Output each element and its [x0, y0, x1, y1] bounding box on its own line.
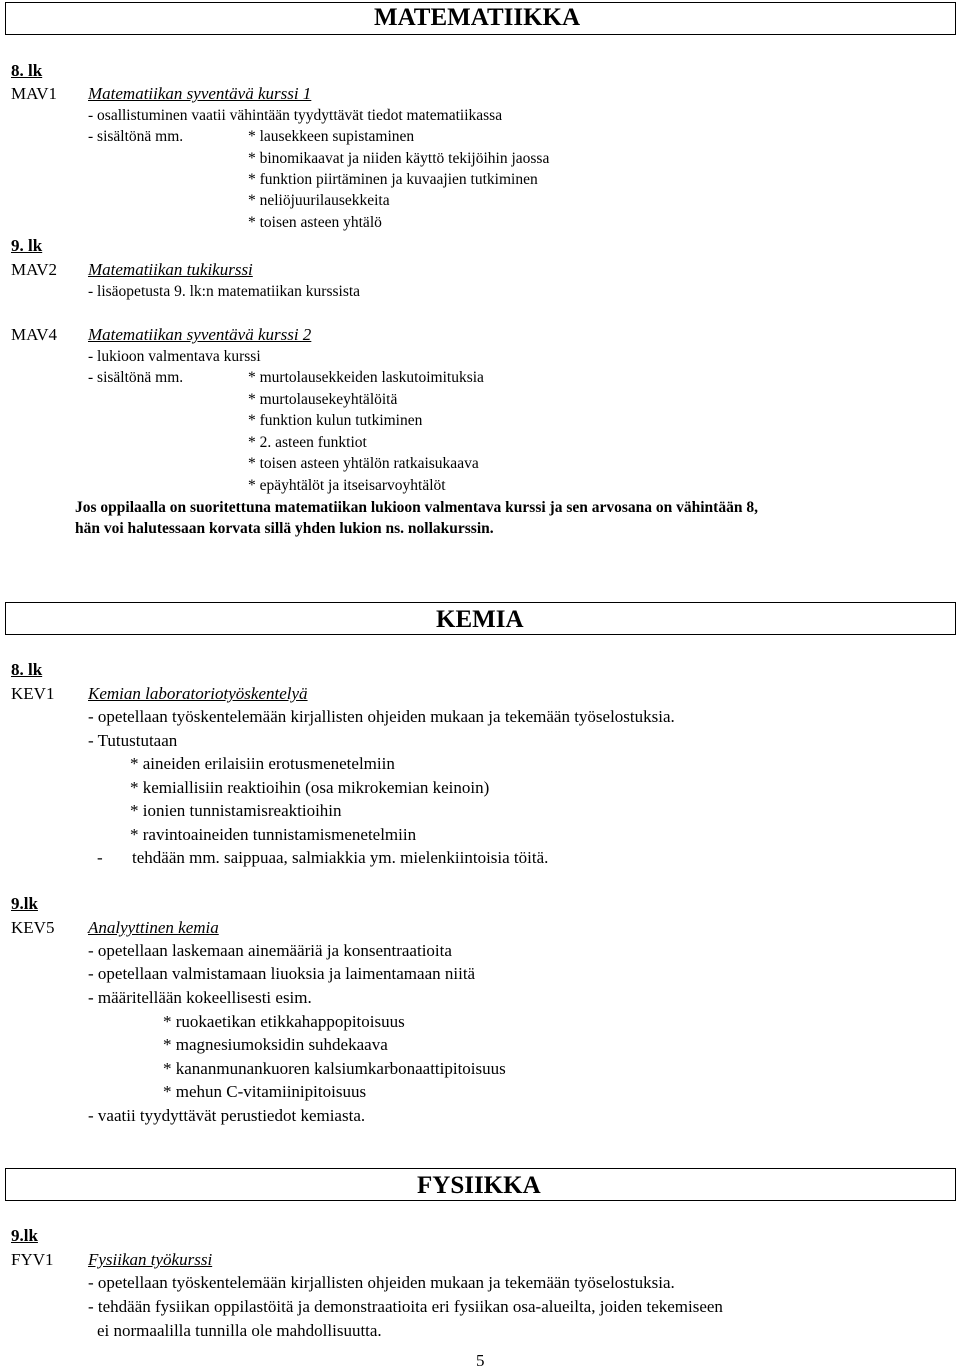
kev1-item: * kemiallisiin reaktioihin (osa mikrokemian keinoin) [130, 778, 490, 797]
kev5-line1: - opetellaan laskemaan ainemääriä ja konsentraatioita [88, 941, 452, 960]
chem-grade9-label: 9.lk [11, 894, 38, 913]
kev5-item: * magnesiumoksidin suhdekaava [163, 1035, 388, 1054]
kev5-item: * mehun C-vitamiinipitoisuus [163, 1082, 367, 1101]
mav4-item: * toisen asteen yhtälön ratkaisukaava [248, 455, 479, 472]
mav4-item: * 2. asteen funktiot [248, 434, 367, 451]
fyv1-line1: - opetellaan työskentelemään kirjallisten ohjeiden mukaan ja tekemään työselostuksia. [88, 1273, 675, 1292]
mav4-item: * epäyhtälöt ja itseisarvoyhtälöt [248, 477, 446, 494]
fyv1-line3: ei normaalilla tunnilla ole mahdollisuutta. [97, 1321, 382, 1340]
fyv1-line2: - tehdään fysiikan oppilastöitä ja demonstraatioita eri fysiikan osa-alueilta, joiden tekemiseen [88, 1297, 723, 1316]
mav1-item: * lausekkeen supistaminen [248, 128, 415, 145]
mav4-title: Matematiikan syventävä kurssi 2 [88, 325, 312, 344]
kev1-item: * aineiden erilaisiin erotusmenetelmiin [130, 754, 395, 773]
kev1-item: * ionien tunnistamisreaktioihin [130, 801, 342, 820]
mav4-item: * funktion kulun tutkiminen [248, 412, 423, 429]
kev1-item: * ravintoaineiden tunnistamismenetelmiin [130, 825, 417, 844]
fyv1-title: Fysiikan työkurssi [88, 1250, 213, 1269]
mav4-item: * murtolausekkeiden laskutoimituksia [248, 369, 484, 386]
mav4-contents-label: - sisältönä mm. [88, 369, 184, 386]
kev5-line4: - vaatii tyydyttävät perustiedot kemiasta. [88, 1106, 366, 1125]
mav2-line1: - lisäopetusta 9. lk:n matematiikan kurssista [88, 283, 361, 300]
chem-grade8-label: 8. lk [11, 660, 43, 679]
kev1-line1: - opetellaan työskentelemään kirjallisten ohjeiden mukaan ja tekemään työselostuksia. [88, 707, 675, 726]
mav2-code: MAV2 [11, 260, 57, 279]
kev5-code: KEV5 [11, 918, 55, 937]
kev1-last-dash: - [97, 848, 103, 867]
mav1-item: * toisen asteen yhtälö [248, 214, 382, 231]
math-note-line1: Jos oppilaalla on suoritettuna matematiikan lukioon valmentava kurssi ja sen arvosana on vähintään 8, [75, 499, 758, 516]
mav4-code: MAV4 [11, 325, 57, 344]
mav1-title: Matematiikan syventävä kurssi 1 [88, 84, 312, 103]
mav4-line1: - lukioon valmentava kurssi [88, 348, 261, 365]
chem-heading: KEMIA [436, 606, 524, 633]
mav2-title: Matematiikan tukikurssi [88, 260, 253, 279]
mav4-item: * murtolausekeyhtälöitä [248, 391, 398, 408]
math-note-line2: hän voi halutessaan korvata sillä yhden lukion ns. nollakurssin. [75, 520, 494, 537]
mav1-code: MAV1 [11, 84, 57, 103]
kev5-title: Analyyttinen kemia [88, 918, 219, 937]
mav1-contents-label: - sisältönä mm. [88, 128, 184, 145]
phys-grade9-label: 9.lk [11, 1226, 38, 1245]
phys-heading: FYSIIKKA [417, 1172, 541, 1199]
kev1-title: Kemian laboratoriotyöskentelyä [88, 684, 308, 703]
math-heading: MATEMATIIKKA [374, 4, 581, 31]
kev5-line2: - opetellaan valmistamaan liuoksia ja laimentamaan niitä [88, 964, 476, 983]
math-grade9-label: 9. lk [11, 236, 43, 255]
page-number: 5 [476, 1351, 485, 1370]
kev1-line2: - Tutustutaan [88, 731, 178, 750]
kev5-item: * ruokaetikan etikkahappopitoisuus [163, 1012, 405, 1031]
math-grade8-label: 8. lk [11, 61, 43, 80]
kev1-code: KEV1 [11, 684, 55, 703]
mav1-item: * neliöjuurilausekkeita [248, 192, 390, 209]
kev5-item: * kananmunankuoren kalsiumkarbonaattipitoisuus [163, 1059, 506, 1078]
mav1-item: * funktion piirtäminen ja kuvaajien tutkiminen [248, 171, 538, 188]
kev1-last-line: tehdään mm. saippuaa, salmiakkia ym. mielenkiintoisia töitä. [132, 848, 549, 867]
mav1-line1: - osallistuminen vaatii vähintään tyydyttävät tiedot matematiikassa [88, 107, 503, 124]
fyv1-code: FYV1 [11, 1250, 54, 1269]
kev5-line3: - määritellään kokeellisesti esim. [88, 988, 312, 1007]
mav1-item: * binomikaavat ja niiden käyttö tekijöihin jaossa [248, 150, 550, 167]
